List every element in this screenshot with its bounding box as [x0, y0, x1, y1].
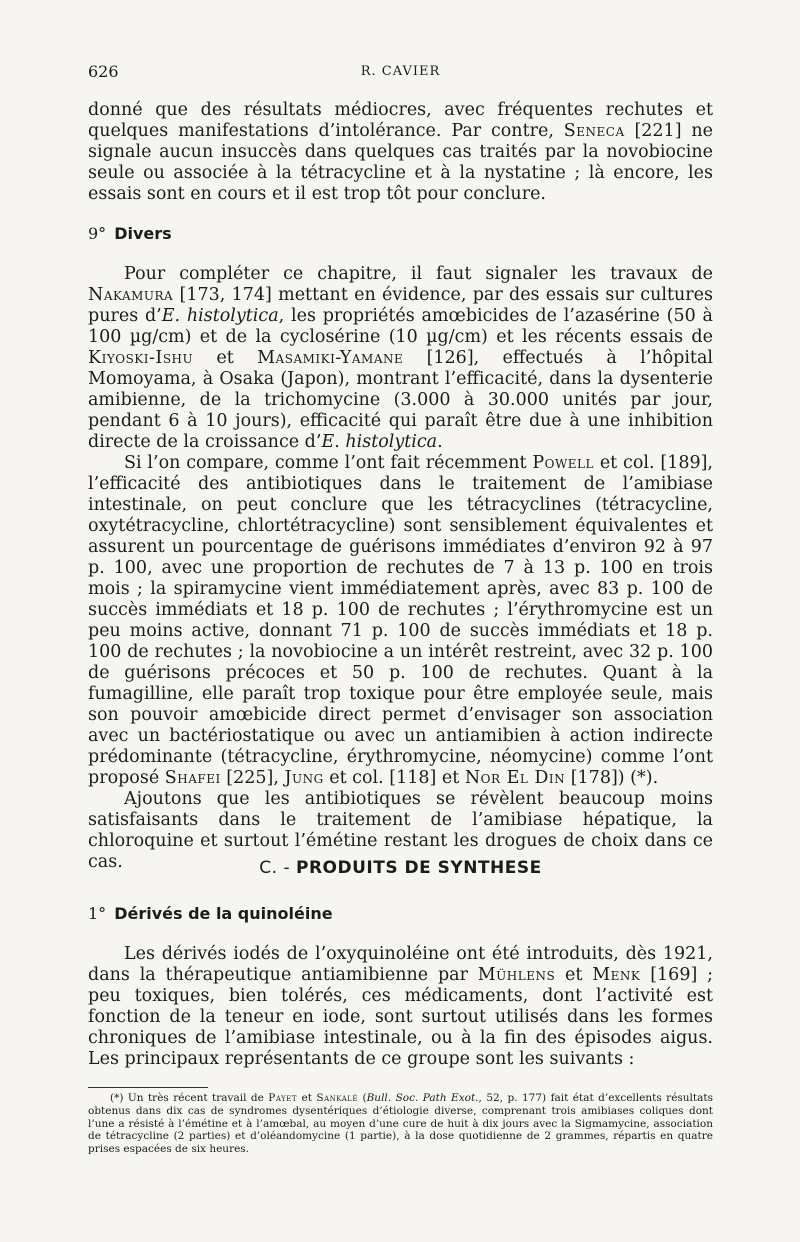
section-heading-quinoleine: 1° Dérivés de la quinoléine [88, 904, 333, 923]
paragraph-divers-3: Ajoutons que les antibiotiques se révèlent beaucoup moins satisfaisants dans le traitement de l’amibiase hépatique, la chloroquine et surtout l’émétine restant les drogues de choix dans ce cas. [88, 789, 713, 872]
footnote [88, 1092, 713, 1156]
divers-text-block [88, 264, 713, 873]
quinoleine-text-block [88, 944, 713, 1070]
paragraph-divers-1: Pour compléter ce chapitre, il faut signaler les travaux de Nakamura [173, 174] mettant en évidence, par des essais sur cultures pures d’E. histolytica, les propriétés amœbicides de l’azasérine (50 à 100 µg/cm) et de la cyclosérine (10 µg/cm) et les récents essais de Kiyoski-Ishu et Masamiki-Yamane [126], effectués à l’hôpital Momoyama, à Osaka (Japon), montrant l’efficacité, dans la dysenterie amibienne, de la trichomycine (3.000 à 30.000 unités par jour, pendant 6 à 10 jours), efficacité qui paraît être due à une inhibition directe de la croissance d’E. histolytica. [88, 264, 713, 452]
paragraph-intro: donné que des résultats médiocres, avec fréquentes rechutes et quelques manifestations d’intolérance. Par contre, Seneca [221] ne signale aucun insuccès dans quelques cas traités par la novobiocine seule ou associée à la tétracycline et à la nystatine ; là encore, les essais sont en cours et il est trop tôt pour conclure. [88, 100, 713, 204]
section-heading-divers: 9° Divers [88, 224, 172, 243]
footnote-text: (*) Un très récent travail de Payet et Sankalé (Bull. Soc. Path Exot., 52, p. 177) fait état d’excellents résultats obtenus dans dix cas de syndromes dysentériques d’étiologie diverse, comprenant trois amibiases coliques dont l’une a résisté à l’émétine et à l’amœbal, au moyen d’une cure de huit à dix jours avec la Sigmamycine, association de tétracycline (2 parties) et d’oléandomycine (1 partie), à la dose quotidienne de 2 grammes, répartis en quatre prises espacées de six heures. [88, 1092, 714, 1156]
author-ref: Seneca [563, 121, 625, 141]
running-header [88, 62, 713, 84]
paragraph-divers-2: Si l’on compare, comme l’ont fait récemment Powell et col. [189], l’efficacité des antibiotiques dans le traitement de l’amibiase intestinale, on peut conclure que les tétracyclines (tétracycline, oxytétracycline, chlortétracycline) sont sensiblement équivalentes et assurent un pourcentage de guérisons immédiates d’environ 92 à 97 p. 100, avec une proportion de rechutes de 7 à 13 p. 100 en trois mois ; la spiramycine vient immédiatement après, avec 83 p. 100 de succès immédiats et 18 p. 100 de rechutes ; l’érythromycine est un peu moins active, donnant 71 p. 100 de succès immédiats et 18 p. 100 de rechutes ; la novobiocine a un intérêt restreint, avec 32 p. 100 de guérisons précoces et 50 p. 100 de rechutes. Quant à la fumagilline, elle paraît trop toxique pour être employée seule, mais son pouvoir amœbicide direct permet d’envisager son association avec un bactériostatique ou avec un antiamibien à action indirecte prédominante (tétracycline, érythromycine, néomycine) comme l’ont proposé Shafei [225], Jung et col. [118] et Nor El Din [178]) (*). [88, 453, 713, 788]
running-author: R. CAVIER [360, 64, 441, 79]
footnote-divider [88, 1087, 208, 1088]
page-number: 626 [88, 62, 119, 81]
paragraph-intro-block [88, 100, 713, 205]
section-heading-c: C. - PRODUITS DE SYNTHESE [259, 858, 542, 878]
paragraph-quinoleine: Les dérivés iodés de l’oxyquinoléine ont été introduits, dès 1921, dans la thérapeutique antiamibienne par Mühlens et Menk [169] ; peu toxiques, bien tolérés, ces médicaments, dont l’activité est fonction de la teneur en iode, sont surtout utilisés dans les formes chroniques de l’amibiase intestinale, ou à la fin des épisodes aigus. Les principaux représentants de ce groupe sont les suivants : [88, 944, 713, 1069]
